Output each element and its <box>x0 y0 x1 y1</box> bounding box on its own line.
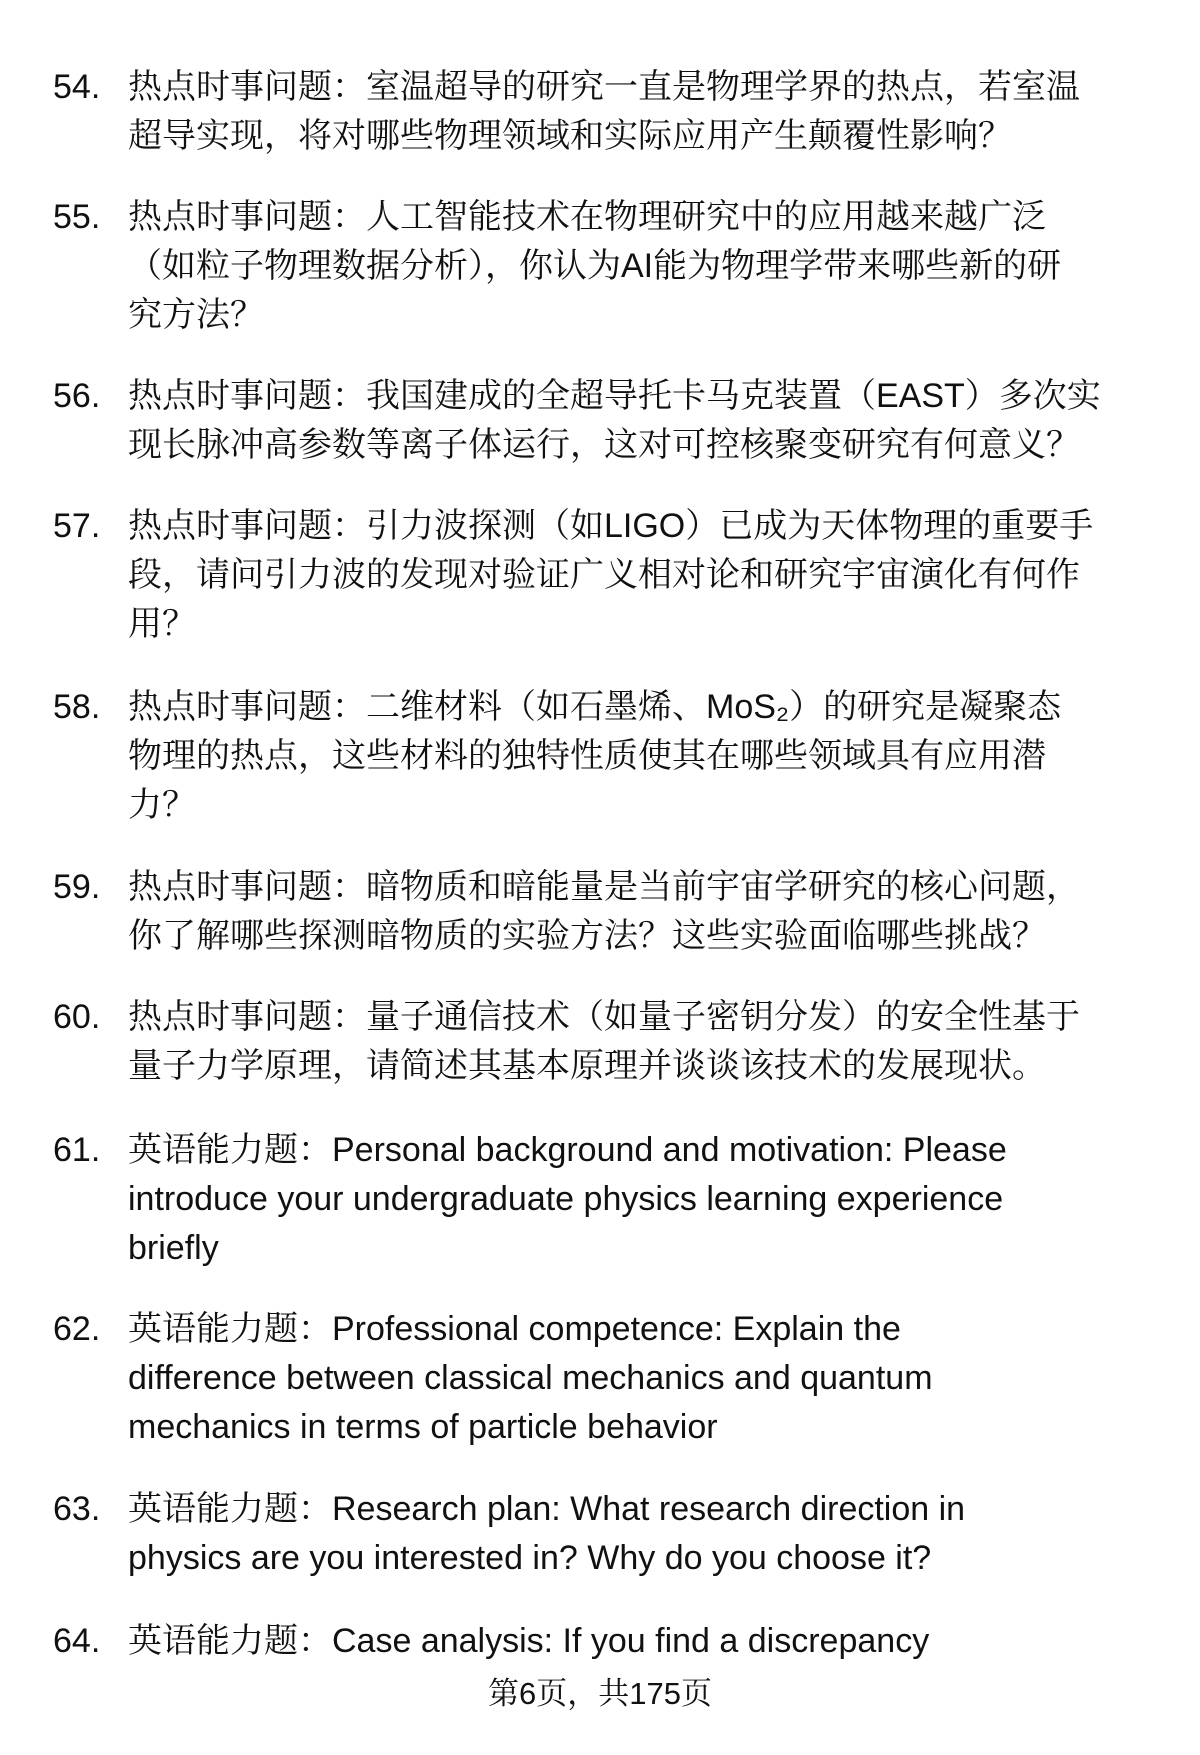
text-line: difference between classical mechanics and quantum <box>128 1359 933 1397</box>
text-line: （如粒子物理数据分析），你认为AI能为物理学带来哪些新的研 <box>128 247 1062 285</box>
text-line: 物理的热点，这些材料的独特性质使其在哪些领域具有应用潜 <box>128 737 1046 775</box>
text-line: 热点时事问题：引力波探测（如LIGO）已成为天体物理的重要手 <box>128 507 1094 545</box>
question-text <box>128 193 1188 340</box>
text-line: 究方法？ <box>128 296 264 334</box>
text-line: 热点时事问题：暗物质和暗能量是当前宇宙学研究的核心问题， <box>128 868 1080 906</box>
text-line: 量子力学原理，请简述其基本原理并谈谈该技术的发展现状。 <box>128 1047 1046 1085</box>
question-number: 63. <box>53 1490 101 1528</box>
text-line: 英语能力题：Research plan: What research direction in <box>128 1490 966 1528</box>
text-line: 英语能力题：Personal background and motivation: Please <box>128 1131 1007 1169</box>
text-line: 用？ <box>128 605 196 643</box>
question-number: 58. <box>53 688 101 726</box>
text-line: 英语能力题：Case analysis: If you find a discrepancy <box>128 1622 930 1660</box>
text-line: 热点时事问题：室温超导的研究一直是物理学界的热点，若室温 <box>128 68 1080 106</box>
text-line: 力？ <box>128 786 196 824</box>
page-footer: 第6页，共175页 <box>488 1676 712 1711</box>
text-line: mechanics in terms of particle behavior <box>128 1408 718 1446</box>
text-line: 热点时事问题：二维材料（如石墨烯、MoS₂）的研究是凝聚态 <box>128 688 1062 726</box>
text-line: introduce your undergraduate physics learning experience <box>128 1180 1004 1218</box>
text-line: briefly <box>128 1229 219 1267</box>
question-number: 62. <box>53 1310 101 1348</box>
question-text <box>128 63 1188 161</box>
question-number: 57. <box>53 507 101 545</box>
question-number: 61. <box>53 1131 101 1169</box>
text-line: 超导实现，将对哪些物理领域和实际应用产生颠覆性影响？ <box>128 117 1012 155</box>
text-line: physics are you interested in? Why do you choose it? <box>128 1539 932 1577</box>
question-text <box>128 1617 1188 1666</box>
text-line: 热点时事问题：我国建成的全超导托卡马克装置（EAST）多次实 <box>128 377 1101 415</box>
text-line: 现长脉冲高参数等离子体运行，这对可控核聚变研究有何意义？ <box>128 426 1080 464</box>
question-number: 55. <box>53 198 101 236</box>
question-text <box>128 863 1188 961</box>
text-line: 热点时事问题：量子通信技术（如量子密钥分发）的安全性基于 <box>128 998 1080 1036</box>
question-text <box>128 1485 1188 1583</box>
question-number: 60. <box>53 998 101 1036</box>
text-line: 你了解哪些探测暗物质的实验方法？这些实验面临哪些挑战？ <box>128 917 1046 955</box>
text-line: 热点时事问题：人工智能技术在物理研究中的应用越来越广泛 <box>128 198 1046 236</box>
question-number: 59. <box>53 868 101 906</box>
question-number: 54. <box>53 68 101 106</box>
question-text <box>128 683 1188 830</box>
question-number: 64. <box>53 1622 101 1660</box>
text-line: 段，请问引力波的发现对验证广义相对论和研究宇宙演化有何作 <box>128 556 1080 594</box>
question-text <box>128 502 1188 649</box>
question-text <box>128 372 1188 470</box>
question-number: 56. <box>53 377 101 415</box>
question-text <box>128 993 1188 1091</box>
text-line: 英语能力题：Professional competence: Explain the <box>128 1310 901 1348</box>
question-text <box>128 1126 1188 1273</box>
question-text <box>128 1305 1188 1452</box>
